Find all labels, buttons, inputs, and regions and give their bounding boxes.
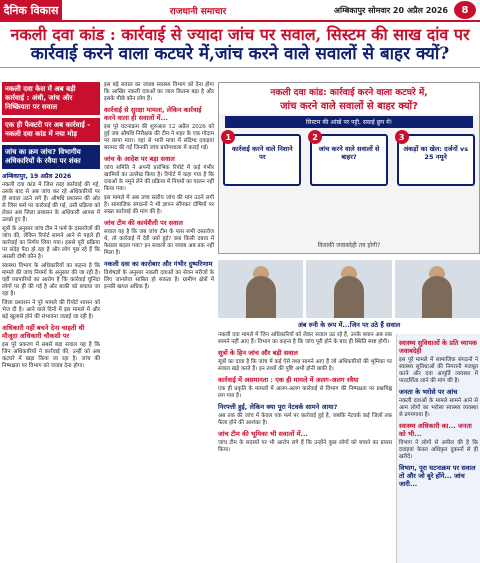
deck-3: जांच का क्रम जांच? विभागीय अधिकारियों के रवैया पर शंका <box>2 145 100 169</box>
question-number: 1 <box>221 130 235 144</box>
question-box <box>223 134 301 186</box>
portrait-photo <box>395 260 480 318</box>
paragraph: इस पूरे मामले में सामाजिक संगठनों ने स्वास्थ्य सुविधाओं की निगरानी मजबूत करने और दवा आपूर्ति व्यवस्था में पारदर्शिता लाने की मांग की है। <box>399 357 478 384</box>
subhead: जांच के आदेश पर बड़ा सवाल <box>104 155 175 163</box>
infographic-title: नकली दवा कांड: कार्रवाई करने वाला कटघरे में, <box>219 83 479 98</box>
subhead: स्वास्थ्य सुविधाओं के प्रति व्यापक जवाबदेही <box>399 339 478 355</box>
deck-2: एक ही फैक्टरी पर अब कार्रवाई - नकली दवा कांड में नया मोड़ <box>2 118 100 142</box>
question-number: 2 <box>308 130 322 144</box>
paragraph: जिला प्रशासन ने पूरे मामले की रिपोर्ट शासन को भेज दी है। आने वाले दिनों में इस मामले में और बड़े खुलासे होने की संभावना जताई जा रही है। <box>2 300 100 320</box>
subhead: कार्रवाई से सुरक्षा मामला, लेकिन कार्रवाई करने वाला ही सवालों में... <box>104 106 202 122</box>
subhead: नकली दवा का कारोबार और गंभीर दुष्परिणाम <box>104 260 213 268</box>
subhead: कार्रवाई में असमानता : एक ही मामले में अलग-अलग रवैया <box>218 376 359 384</box>
paragraph: जांच टीम के सदस्यों पर भी आरोप लगे हैं कि उन्होंने कुछ लोगों को बचाने का प्रयास किया। <box>218 440 392 453</box>
paragraph: इस मामले में अब उच्च स्तरीय जांच की मांग उठने लगी है। सामाजिक संगठनों ने भी ज्ञापन सौंपकर दोषियों पर सख्त कार्रवाई की मांग की है। <box>104 195 214 215</box>
paragraph: विभाग ने लोगों से अपील की है कि दवाइयां केवल अधिकृत दुकानों से ही खरीदें। <box>399 440 478 460</box>
photo-row <box>218 260 480 318</box>
infographic-strip: सिस्टम की आंखें पर पट्टी, सवाई छुप में! <box>225 116 473 128</box>
portrait-photo <box>306 260 391 318</box>
paragraph: सूत्रों के अनुसार जांच टीम ने फर्म के दस्तावेजों की जांच की, लेकिन रिपोर्ट सामने आने से पहले ही कार्रवाई का निर्णय लिया गया। इससे पूरी प्रक्रिया पर संदेह पैदा हो रहा है और लोग पूछ रहे हैं कि असली दोषी कौन है। <box>2 226 100 260</box>
subhead: निरपत्ती हुई, लेकिन क्या पूरा नेटवर्क सामने आया? <box>218 403 338 411</box>
paragraph: नकली दवा मामले में जिन अधिकारियों को लेकर सवाल उठ रहे हैं, उनके बयान अब तक सामने नहीं आए हैं। विभाग का कहना है कि जांच पूरी होने के बाद ही स्थिति स्पष्ट होगी। <box>218 332 392 345</box>
right-lower-text <box>218 332 392 456</box>
deck-1: नकली दवा केस में अब बड़ी कार्रवाई : अंधी, जांच और निष्क्रियता पर सवाल <box>2 82 100 115</box>
masthead <box>0 0 480 22</box>
paragraph: जांच समिति ने अपनी प्रारंभिक रिपोर्ट में कई गंभीर खामियों का उल्लेख किया है। रिपोर्ट में कहा गया है कि दवाओं के नमूने लेने की प्रक्रिया में नियमों का पालन नहीं किया गया। <box>104 165 214 192</box>
question-text: कार्रवाई करने वाले निशाने पर <box>232 145 293 161</box>
issue-date: अम्बिकापुर सोमवार 20 अप्रैल 2026 <box>333 5 448 15</box>
infographic-footer: किसकी जवाबदेही तय होगी? <box>317 242 381 249</box>
question-text: अंकड़ों का खेल: दर्जनों vs 25 नमूने <box>403 145 469 161</box>
headline-kicker: नकली दवा कांड : कार्रवाई से ज्यादा जांच पर सवाल, सिस्टम की साख दांव पर <box>10 25 470 44</box>
paragraph: इस बड़े सवाल का जवाब स्वास्थ्य विभाग को देना होगा कि आखिर नकली दवाओं का जाल कितना बड़ा है और इसके पीछे कौन लोग हैं। <box>104 82 214 102</box>
portrait-photo <box>218 260 303 318</box>
paragraph: सूत्रों का दावा है कि जांच में कई ऐसे तथ्य सामने आए हैं जो अधिकारियों की भूमिका पर सवाल खड़े करते हैं। इन तथ्यों की पुष्टि अभी होनी बाकी है। <box>218 359 392 372</box>
subhead: जांच टीम की कार्यशैली पर सवाल <box>104 219 183 227</box>
newspaper-logo: दैनिक विकास <box>0 0 62 21</box>
question-box <box>397 134 475 186</box>
subhead: जनता के भरोसे पर आंच <box>399 388 458 396</box>
left-text <box>2 182 100 321</box>
article-body <box>0 82 480 563</box>
question-boxes <box>219 134 479 186</box>
subhead: सूत्रों के हिन जांच और बड़ी सवाल <box>218 349 298 357</box>
paragraph: स्वास्थ्य विभाग के अधिकारियों का कहना है कि मामले की जांच नियमों के अनुसार की जा रही है। वहीं व्यापारियों का आरोप है कि कार्रवाई चुनिंदा लोगों पर ही की गई है और बाकी को बचाया जा रहा है। <box>2 263 100 297</box>
section-title: राजधानी समाचार <box>169 6 227 17</box>
subhead: विभाग, पूरा घटनाक्रम पर सवाल तो और जो बुरे होंगे... जांच जारी... <box>399 464 476 488</box>
question-text: जांच करने वाले सवालों से बाहर? <box>318 145 380 161</box>
headline-main: कार्रवाई करने वाला कटघरे में,जांच करने वाले सवालों से बाहर क्यों? <box>0 44 480 68</box>
paragraph: अब तक की जांच में केवल एक फर्म पर कार्रवाई हुई है, जबकि नेटवर्क कई जिलों तक फैला होने की आशंका है। <box>218 413 392 426</box>
paragraph: इस पूरे प्रकरण में सबसे बड़ा सवाल यह है कि जिन अधिकारियों ने कार्रवाई की, उन्हीं को अब कटघरे में खड़ा किया जा रहा है। जांच की निष्पक्षता पर विभाग को जवाब देना होगा। <box>2 342 100 369</box>
question-number: 3 <box>395 130 409 144</box>
subhead: स्वास्थ्य अधिकारी का... जनता को भी... <box>399 422 472 438</box>
left-column <box>2 82 100 563</box>
subhead: जांच टीम की भूमिका भी सवालों में... <box>218 430 308 438</box>
paragraph: नकली दवाओं के मामले सामने आने से आम लोगों का भरोसा स्वास्थ्य व्यवस्था से डगमगाया है। <box>399 398 478 418</box>
infographic-subtitle: जांच करने वाले सवालों से बाहर क्यों? <box>219 98 479 114</box>
paragraph: नकली दवा कांड में जिस तरह कार्रवाई की गई, उसके बाद से अब जांच कर रहे अधिकारियों पर ही सवाल उठने लगे हैं। औषधि प्रशासन की ओर से जिस फर्म पर कार्रवाई की गई, उसी प्रक्रिया को लेकर अब जिला प्रशासन के अधिकारी आपस में उलझे हुए हैं। <box>2 182 100 223</box>
subhead: अधिकारी नहीं बचने देना चाहती थी मौजूदा अधिकारी चौकसी पर <box>2 324 85 340</box>
dateline: अम्बिकापुर, 19 अप्रैल 2026 <box>2 173 72 180</box>
middle-column <box>104 82 214 563</box>
right-column <box>218 82 480 563</box>
paragraph: इस पूरे घटनाक्रम की शुरुआत 12 अप्रैल 2026 को हुई जब औषधि निरीक्षक की टीम ने शहर के एक गोदाम पर छापा मारा। वहां से भारी मात्रा में संदिग्ध दवाइयां बरामद की गईं जिनकी जांच प्रयोगशाला में कराई गई। <box>104 124 214 151</box>
sidebar-box <box>396 334 480 563</box>
paragraph: एक ही प्रकृति के मामलों में अलग-अलग कार्रवाई से विभाग की निष्पक्षता पर प्रश्नचिह्न लग गया है। <box>218 386 392 399</box>
question-box <box>310 134 388 186</box>
page-number: 8 <box>454 1 476 19</box>
photo-caption: अंब रुनी के रूप में...जिन पर उठे हैं सवाल <box>297 321 401 329</box>
paragraph: सवाल यह है कि जब जांच टीम के पास सभी दस्तावेज थे, तो कार्रवाई में देरी क्यों हुई? क्या किसी दबाव में फैसला बदला गया? इन सवालों का जवाब अब तक नहीं मिला है। <box>104 229 214 256</box>
paragraph: विशेषज्ञों के अनुसार नकली दवाओं का सेवन मरीजों के लिए जानलेवा साबित हो सकता है। ग्रामीण क्षेत्रों में इनकी खपत अधिक है। <box>104 270 214 290</box>
infographic <box>218 82 480 254</box>
